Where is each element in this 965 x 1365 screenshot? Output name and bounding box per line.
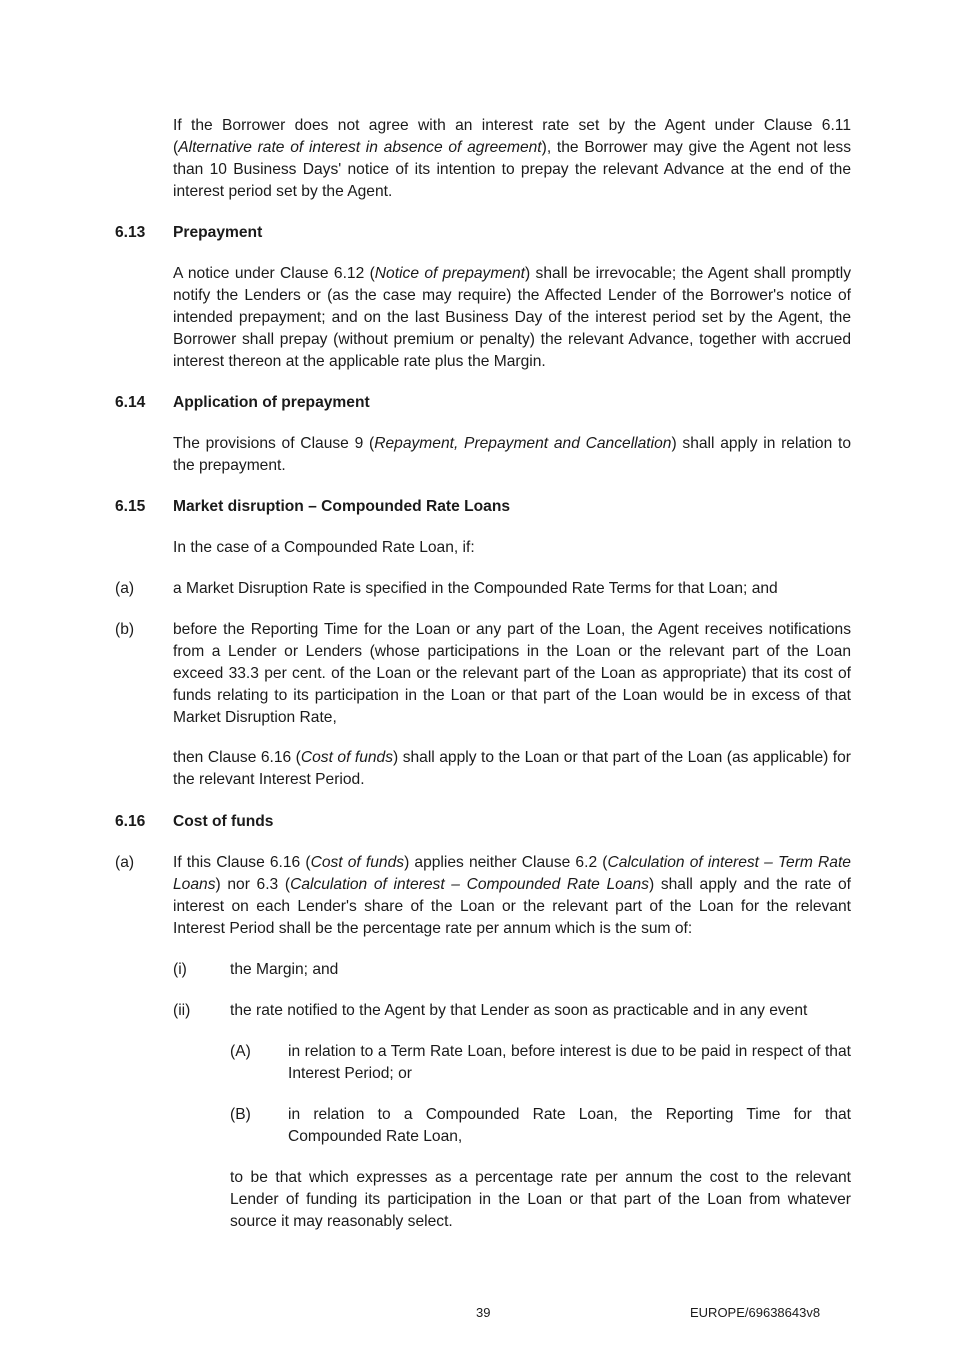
text: ) shall apply and the rate of interest on each Lender's share of the Loan or the relevant part of the Loan for the relevant Interest Period shall be the percentage rate per annum which is the sum of: <box>173 876 851 937</box>
section-number-6-14: 6.14 <box>115 394 146 411</box>
section-number-6-13: 6.13 <box>115 224 146 241</box>
text: ) shall be irrevocable; the Agent shall promptly notify the Lenders or (as the case may require) the Affected Lender of the Borrower's notice of intended prepayment; and on the last Business Day of the interest period set by the Agent, the Borrower shall prepay (without premium or penalty) the relevant Advance, together with accrued interest thereon at the applicable rate plus the Margin. <box>173 265 852 370</box>
italic-ref: Alternative rate of interest in absence of agreement <box>178 139 542 156</box>
paragraph-6-15-intro: In the case of a Compounded Rate Loan, if: <box>173 539 475 556</box>
section-title-6-16: Cost of funds <box>173 813 274 830</box>
text: ), the Borrower may give the Agent not less than 10 Business Days' notice of its intention to prepay the relevant Advance at the end of the interest period set by the Agent. <box>173 139 851 200</box>
section-title-6-15: Market disruption – Compounded Rate Loans <box>173 498 511 515</box>
italic-ref: Cost of funds <box>310 854 405 871</box>
italic-ref: Repayment, Prepayment and Cancellation <box>374 435 672 452</box>
italic-ref: Notice of prepayment <box>374 265 526 282</box>
list-label-a: (a) <box>115 854 135 871</box>
list-item-6-16-a <box>173 852 851 940</box>
paragraph-6-14 <box>173 433 851 477</box>
list-item-6-15-b: before the Reporting Time for the Loan or any part of the Loan, the Agent receives notifications from a Lender or Lenders (whose participations in the Loan or the relevant part of the Loan exceed 33.3 per cent. of the Loan or the relevant part of the Loan as appropriate) that its cost of funds relating to its participation in the Loan or that part of the Loan would be in excess of that Market Disruption Rate, <box>173 621 851 726</box>
list-item-6-16-a-i: the Margin; and <box>230 961 339 978</box>
paragraph-6-12 <box>173 115 851 203</box>
section-number-6-15: 6.15 <box>115 498 146 515</box>
list-label-ii: (ii) <box>173 1002 191 1019</box>
list-label-A: (A) <box>230 1043 251 1060</box>
text: If the Borrower does not agree with an interest rate set by the Agent under Clause 6.11 ( <box>173 117 851 156</box>
italic-ref: Cost of funds <box>300 749 394 766</box>
section-number-6-16: 6.16 <box>115 813 146 830</box>
paragraph-6-13 <box>173 263 851 373</box>
section-title-6-14: Application of prepayment <box>173 394 370 411</box>
text: ) shall apply to the Loan or that part of the Loan (as applicable) for the relevant Interest Period. <box>173 749 851 788</box>
text: ) applies neither Clause 6.2 ( <box>404 854 608 871</box>
text: ) shall apply in relation to the prepayment. <box>173 435 852 474</box>
section-title-6-13: Prepayment <box>173 224 263 241</box>
text: ) nor 6.3 ( <box>215 876 291 893</box>
list-label-i: (i) <box>173 961 187 978</box>
text: The provisions of Clause 9 ( <box>173 435 375 452</box>
page-number: 39 <box>476 1305 491 1320</box>
italic-ref: Calculation of interest – Term Rate Loans <box>173 854 851 893</box>
paragraph-6-16-tail: to be that which expresses as a percentage rate per annum the cost to the relevant Lender of funding its participation in the Loan or that part of the Loan from whatever source it may reasonably select. <box>230 1169 851 1230</box>
list-item-6-15-a: a Market Disruption Rate is specified in the Compounded Rate Terms for that Loan; and <box>173 580 778 597</box>
list-item-6-16-A: in relation to a Term Rate Loan, before interest is due to be paid in respect of that Interest Period; or <box>288 1043 851 1082</box>
list-label-b: (b) <box>115 621 135 638</box>
list-label-a: (a) <box>115 580 135 597</box>
list-item-6-16-a-ii: the rate notified to the Agent by that Lender as soon as practicable and in any event <box>230 1002 808 1019</box>
paragraph-6-15-then <box>173 747 851 791</box>
text: A notice under Clause 6.12 ( <box>173 265 375 282</box>
document-reference: EUROPE/69638643v8 <box>690 1305 821 1320</box>
list-item-6-16-B: in relation to a Compounded Rate Loan, the Reporting Time for that Compounded Rate Loan, <box>288 1106 851 1145</box>
italic-ref: Calculation of interest – Compounded Rate Loans <box>290 876 649 893</box>
text: then Clause 6.16 ( <box>173 749 301 766</box>
list-label-B: (B) <box>230 1106 251 1123</box>
text: If this Clause 6.16 ( <box>173 854 311 871</box>
